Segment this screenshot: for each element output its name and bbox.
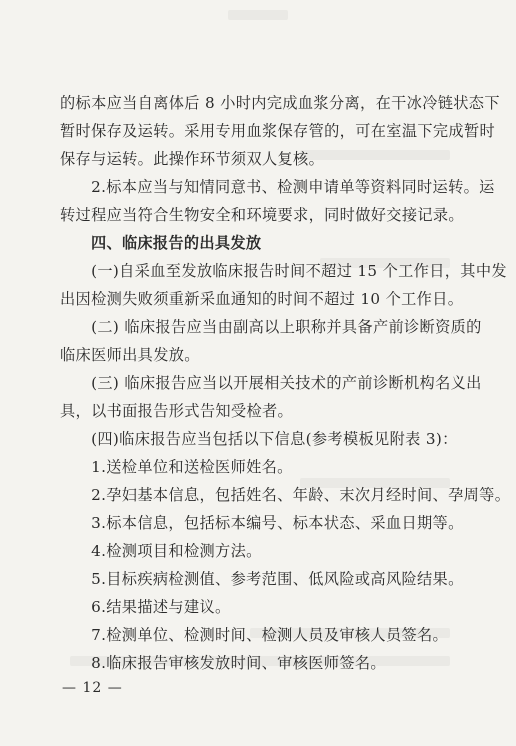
list-item: 3.标本信息，包括标本编号、标本状态、采血日期等。 [60,514,464,532]
body-line: 临床医师出具发放。 [60,346,200,364]
body-line: (四)临床报告应当包括以下信息(参考模板见附表 3)： [60,430,458,448]
body-line: (二) 临床报告应当由副高以上职称并具备产前诊断资质的 [60,318,482,336]
body-line: (一)自采血至发放临床报告时间不超过 15 个工作日，其中发 [60,262,507,280]
list-item: 2.孕妇基本信息，包括姓名、年龄、末次月经时间、孕周等。 [60,486,511,504]
list-item: 4.检测项目和检测方法。 [60,542,262,560]
body-line: 转过程应当符合生物安全和环境要求，同时做好交接记录。 [60,206,464,224]
page-number: — 12 — [62,680,123,696]
body-line: 具，以书面报告形式告知受检者。 [60,402,294,420]
body-line: (三) 临床报告应当以开展相关技术的产前诊断机构名义出 [60,374,482,392]
body-line: 2.标本应当与知情同意书、检测申请单等资料同时运转。运 [60,178,495,196]
list-item: 6.结果描述与建议。 [60,598,231,616]
body-line: 的标本应当自离体后 8 小时内完成血浆分离，在干冰冷链状态下 [60,94,500,112]
body-line: 暂时保存及运转。采用专用血浆保存管的，可在室温下完成暂时 [60,122,496,140]
body-line: 保存与运转。此操作环节须双人复核。 [60,150,325,168]
list-item: 5.目标疾病检测值、参考范围、低风险或高风险结果。 [60,570,464,588]
body-line: 出因检测失败须重新采血通知的时间不超过 10 个工作日。 [60,290,464,308]
list-item: 8.临床报告审核发放时间、审核医师签名。 [60,654,386,672]
section-heading: 四、临床报告的出具发放 [60,234,262,252]
bleed-through-mark [228,10,288,20]
list-item: 1.送检单位和送检医师姓名。 [60,458,293,476]
list-item: 7.检测单位、检测时间、检测人员及审核人员签名。 [60,626,449,644]
